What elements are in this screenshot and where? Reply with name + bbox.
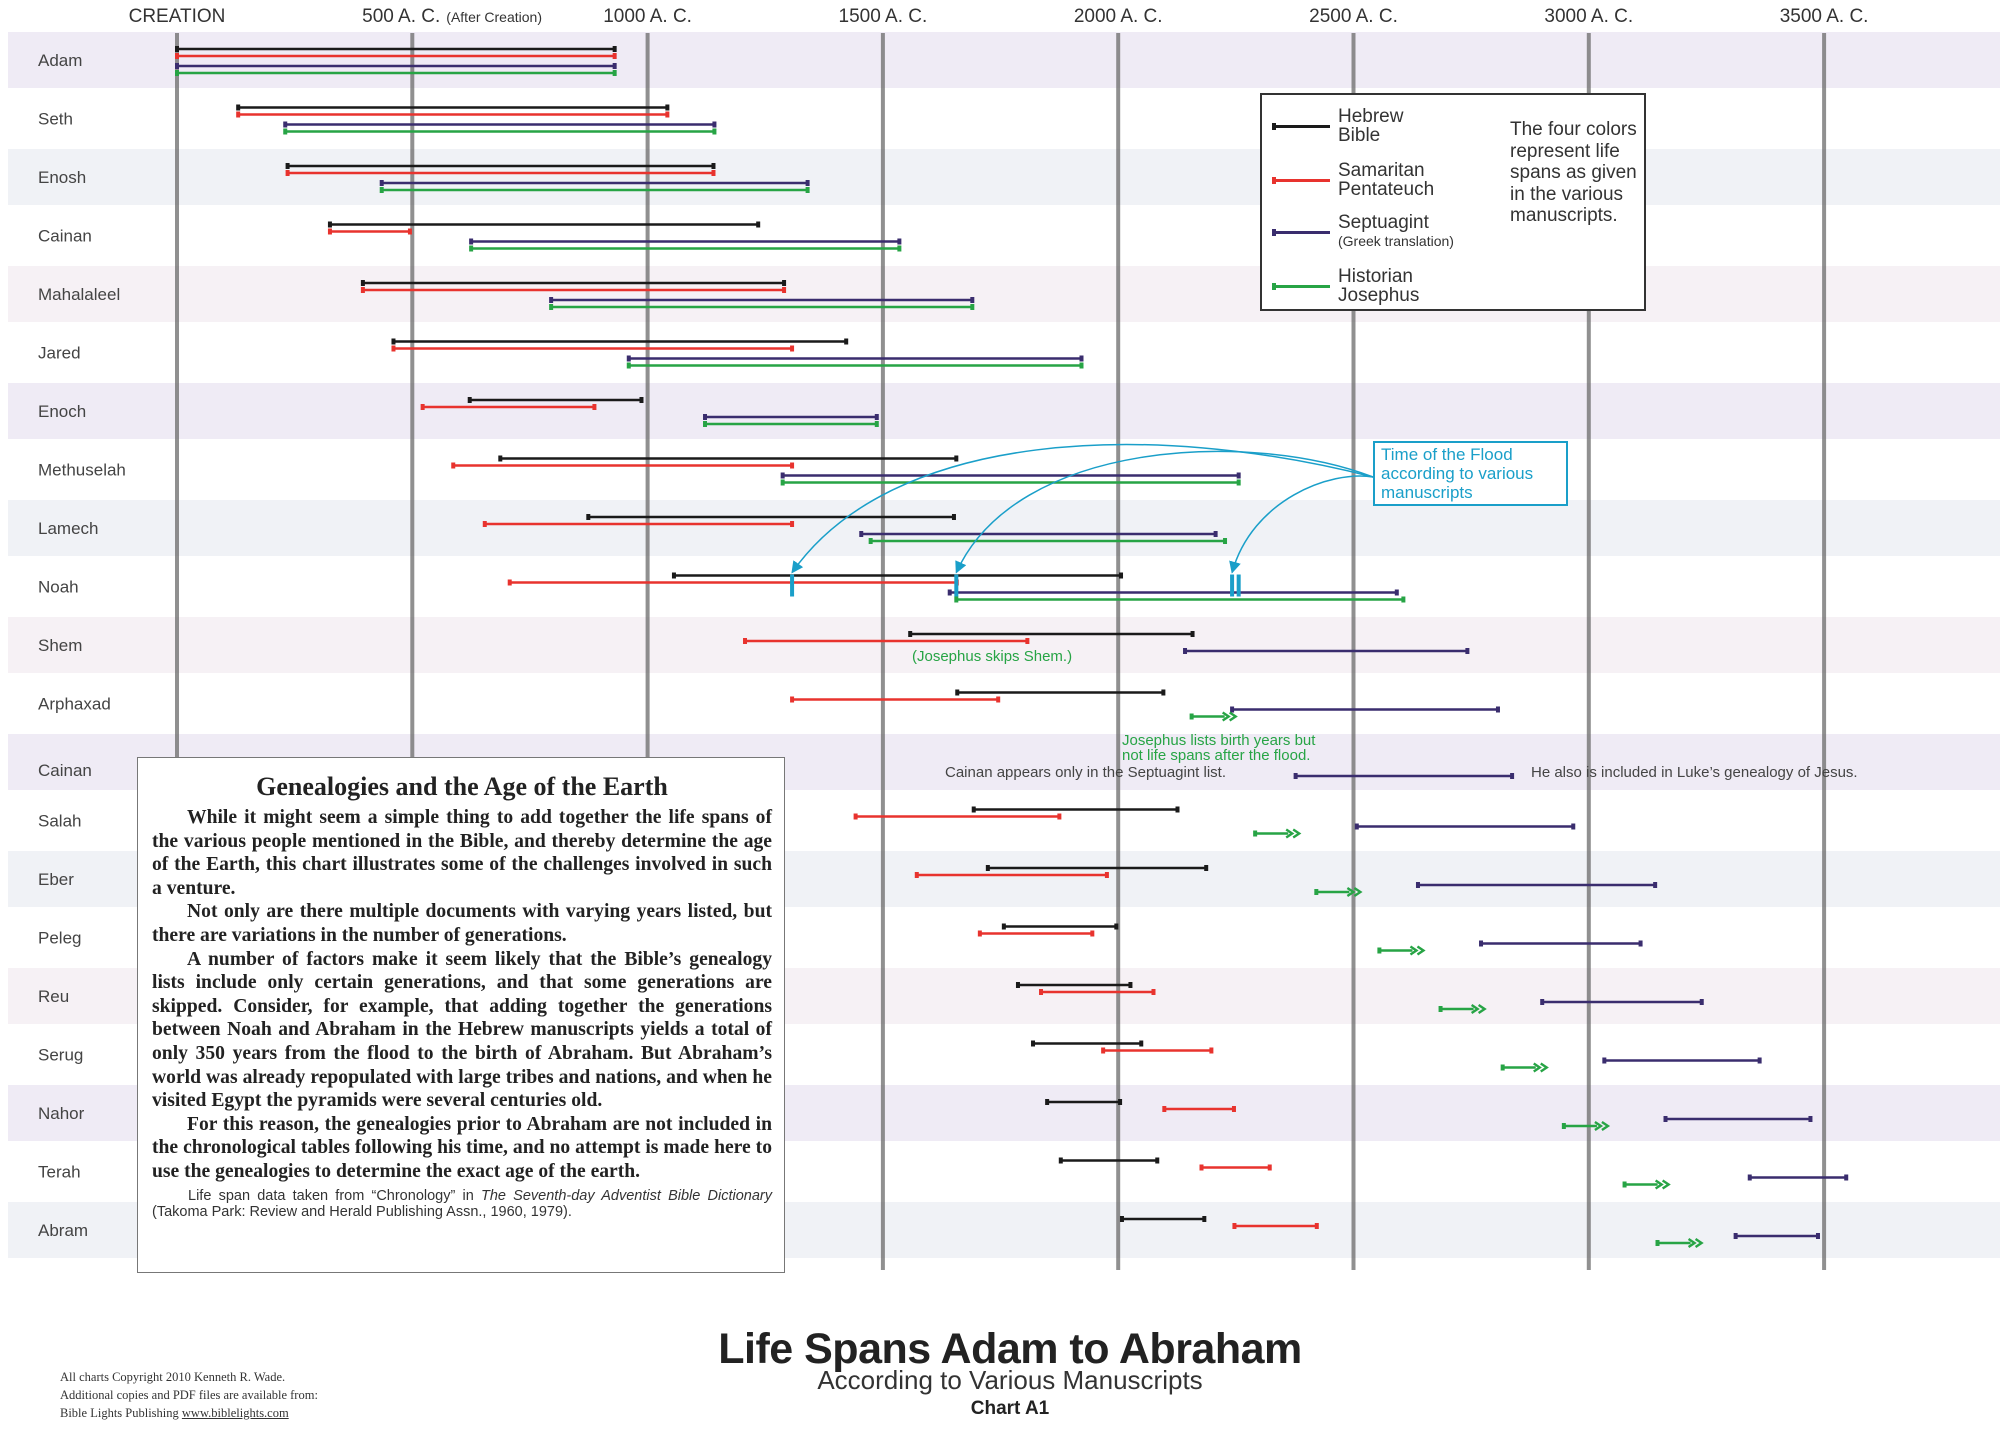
legend-label-josephus: Historian Josephus: [1338, 266, 1420, 306]
bar-start-cap: [286, 170, 290, 176]
bar-start-cap: [1355, 824, 1359, 830]
bar-start-cap: [1664, 1116, 1668, 1122]
bar-end-cap: [1237, 480, 1241, 486]
bar-end-cap: [1844, 1175, 1848, 1181]
bar-start-cap: [703, 414, 707, 420]
legend-item-josephus: [1272, 267, 1488, 305]
bar-end-cap: [613, 53, 617, 59]
legend-label-hebrew: Hebrew Bible: [1338, 106, 1404, 146]
bar-start-cap: [948, 590, 952, 596]
bar-end-cap: [1816, 1233, 1820, 1239]
x-tick-label: 500 A. C.: [362, 6, 441, 27]
bar-start-cap: [361, 287, 365, 293]
bar-start-cap: [236, 105, 240, 111]
legend-note: The four colors represent life spans as given in the various manuscripts.: [1510, 119, 1637, 226]
bar-end-cap: [711, 170, 715, 176]
bar-start-cap: [498, 456, 502, 462]
legend-label-septuagint-main: Septuagint: [1338, 212, 1429, 233]
bar-end-cap: [1639, 941, 1643, 947]
bar-end-cap: [1204, 865, 1208, 871]
row-label: Cainan: [38, 761, 92, 780]
row-label: Serug: [38, 1045, 84, 1065]
bar-start-cap: [1059, 1158, 1063, 1164]
bar-start-cap: [1162, 1106, 1166, 1112]
legend-item-samaritan: [1272, 161, 1488, 199]
bar-end-cap: [782, 280, 786, 286]
bar-start-cap: [1045, 1099, 1049, 1105]
bar-end-cap: [1105, 872, 1109, 878]
textbox-paragraph-3: A number of factors make it seem likely that the Bible’s genealogy lists include only certain generations, and that some generations are skipped. Consider, for example, that adding together the generations between Noah and Abraham in the Hebrew manuscripts yields a total of only 350 years from the flood to the birth of Abraham. But Abraham’s world was already repopulated with large tribes and nations, and when he visited Egypt the pyramids were several centuries old.: [152, 948, 772, 1112]
bar-end-cap: [1268, 1165, 1272, 1171]
bar-end-cap: [1808, 1116, 1812, 1122]
bar-start-cap: [1039, 989, 1043, 995]
bar-end-cap: [1237, 473, 1241, 479]
copyright-block: [60, 1368, 318, 1422]
bar-start-cap: [781, 480, 785, 486]
bar-start-cap: [1232, 1223, 1236, 1229]
bar-end-cap: [756, 222, 760, 228]
bar-end-cap: [665, 105, 669, 111]
bar-end-cap: [613, 63, 617, 69]
bar-end-cap: [592, 404, 596, 410]
bar-end-cap: [613, 70, 617, 76]
x-tick-label: CREATION: [128, 6, 226, 27]
bar-end-cap: [1079, 356, 1083, 362]
bar-start-cap: [421, 404, 425, 410]
bar-end-cap: [970, 304, 974, 310]
row-label: Jared: [38, 343, 81, 363]
bar-end-cap: [408, 229, 412, 235]
bar-start-cap: [1734, 1233, 1738, 1239]
bar-start-cap: [1294, 773, 1298, 779]
bar-end-cap: [996, 697, 1000, 703]
bar-end-cap: [1114, 924, 1118, 930]
bar-end-cap: [1151, 989, 1155, 995]
textbox-heading: Genealogies and the Age of the Earth: [256, 772, 668, 801]
bar-end-cap: [613, 46, 617, 52]
bar-end-cap: [1510, 773, 1514, 779]
bar-start-cap: [1656, 1240, 1660, 1246]
bar-end-cap: [897, 246, 901, 252]
legend-sublabel-septuagint: (Greek translation): [1338, 233, 1454, 249]
row-label: Abram: [38, 1221, 89, 1240]
bar-start-cap: [1190, 714, 1194, 720]
bar-start-cap: [986, 865, 990, 871]
bar-start-cap: [1101, 1048, 1105, 1054]
bar-end-cap: [1653, 882, 1657, 888]
bar-end-cap: [790, 346, 794, 352]
textbox-source: [152, 1188, 772, 1220]
josephus-annotation-line1: Josephus lists birth years but: [1122, 732, 1316, 749]
row-label: Shem: [38, 636, 83, 655]
bar-end-cap: [952, 514, 956, 520]
bar-start-cap: [1199, 1165, 1203, 1171]
bar-start-cap: [469, 239, 473, 245]
source-suffix: (Takoma Park: Review and Herald Publishing Assn., 1960, 1979).: [152, 1203, 572, 1220]
bar-start-cap: [854, 814, 858, 820]
chart-number: Chart A1: [970, 1398, 1050, 1419]
bar-end-cap: [1496, 707, 1500, 713]
bar-start-cap: [1230, 707, 1234, 713]
bar-end-cap: [1119, 573, 1123, 579]
bar-start-cap: [328, 229, 332, 235]
bar-start-cap: [781, 473, 785, 479]
bar-end-cap: [1175, 807, 1179, 813]
bar-start-cap: [361, 280, 365, 286]
bar-start-cap: [468, 397, 472, 403]
legend-item-hebrew: [1272, 107, 1488, 145]
bar-start-cap: [328, 222, 332, 228]
bar-start-cap: [586, 514, 590, 520]
bar-end-cap: [1057, 814, 1061, 820]
bar-start-cap: [549, 297, 553, 303]
row-band: [8, 383, 2000, 439]
bar-end-cap: [1465, 648, 1469, 654]
genealogies-textbox: [137, 757, 785, 1273]
legend-swatch-hebrew: [1272, 125, 1330, 128]
row-label: Mahalaleel: [38, 285, 121, 304]
bar-start-cap: [283, 122, 287, 128]
row-label: Noah: [38, 577, 79, 597]
bar-end-cap: [806, 180, 810, 186]
shem-annotation: (Josephus skips Shem.): [912, 648, 1073, 665]
row-band: [8, 266, 2000, 322]
row-band: [8, 32, 2000, 88]
bar-start-cap: [483, 521, 487, 527]
bar-end-cap: [897, 239, 901, 245]
row-label: Methuselah: [38, 460, 126, 480]
copyright-line-1: All charts Copyright 2010 Kenneth R. Wade.: [60, 1370, 286, 1384]
bar-end-cap: [665, 112, 669, 118]
bar-start-cap: [451, 463, 455, 469]
bar-end-cap: [844, 339, 848, 345]
row-label: Arphaxad: [38, 694, 111, 714]
cainan-annotation: Cainan appears only in the Septuagint list.: [945, 764, 1227, 781]
bar-start-cap: [859, 531, 863, 537]
legend-swatch-josephus: [1272, 285, 1330, 288]
copyright-line-3: [60, 1404, 318, 1422]
bar-end-cap: [1155, 1158, 1159, 1164]
flood-marker: [790, 575, 794, 597]
bar-end-cap: [1315, 1223, 1319, 1229]
website-link[interactable]: www.biblelights.com: [181, 1406, 289, 1420]
bar-start-cap: [672, 573, 676, 579]
josephus-annotation-line2: not life spans after the flood.: [1122, 747, 1311, 764]
bar-end-cap: [1223, 538, 1227, 544]
legend-label-samaritan: Samaritan Pentateuch: [1338, 160, 1435, 200]
row-label: Cainan: [38, 226, 92, 246]
cainan-luke-annotation: He also is included in Luke’s genealogy of Jesus.: [1531, 764, 1858, 781]
bar-end-cap: [1232, 1106, 1236, 1112]
bar-end-cap: [1079, 363, 1083, 369]
row-label: Eber: [38, 870, 74, 889]
bar-start-cap: [283, 129, 287, 135]
bar-start-cap: [627, 363, 631, 369]
bar-start-cap: [703, 421, 707, 427]
bar-end-cap: [875, 414, 879, 420]
publisher-name: Bible Lights Publishing: [60, 1406, 182, 1420]
legend: [1260, 93, 1646, 311]
bar-start-cap: [1253, 831, 1257, 837]
bar-end-cap: [712, 129, 716, 135]
bar-start-cap: [1377, 948, 1381, 954]
bar-end-cap: [639, 397, 643, 403]
bar-start-cap: [1748, 1175, 1752, 1181]
x-tick-label: 1500 A. C.: [838, 6, 928, 27]
bar-end-cap: [712, 122, 716, 128]
bar-start-cap: [978, 931, 982, 937]
legend-swatch-samaritan: [1272, 179, 1330, 182]
bar-start-cap: [908, 631, 912, 637]
bar-start-cap: [175, 70, 179, 76]
bar-start-cap: [1479, 941, 1483, 947]
row-label: Enoch: [38, 402, 87, 421]
row-label: Nahor: [38, 1104, 85, 1123]
bar-start-cap: [508, 580, 512, 586]
bar-start-cap: [1439, 1006, 1443, 1012]
x-tick-label: 3000 A. C.: [1544, 6, 1634, 27]
row-label: Peleg: [38, 928, 82, 948]
row-label: Terah: [38, 1162, 81, 1182]
row-label: Seth: [38, 109, 73, 129]
bar-start-cap: [1416, 882, 1420, 888]
x-tick-label: 2500 A. C.: [1309, 6, 1398, 27]
bar-end-cap: [1700, 999, 1704, 1005]
bar-start-cap: [1002, 924, 1006, 930]
bar-start-cap: [469, 246, 473, 252]
chart-title: Life Spans Adam to Abraham: [718, 1325, 1302, 1373]
bar-end-cap: [1401, 597, 1405, 603]
bar-end-cap: [782, 287, 786, 293]
legend-label-septuagint: [1338, 213, 1488, 251]
bar-end-cap: [1118, 1099, 1122, 1105]
row-band: [8, 149, 2000, 205]
bar-end-cap: [875, 421, 879, 427]
bar-end-cap: [806, 187, 810, 193]
textbox-paragraph-1: While it might seem a simple thing to add together the life spans of the various people mentioned in the Bible, and thereby determine the age of the Earth, this chart illustrates some of the challenges involved in such a venture.: [152, 807, 772, 899]
x-tick-label: 2000 A. C.: [1073, 6, 1163, 27]
x-tick-note: (After Creation): [446, 9, 543, 25]
flood-marker: [1237, 575, 1241, 597]
row-label: Enosh: [38, 168, 87, 187]
bar-start-cap: [1031, 1041, 1035, 1047]
bar-start-cap: [1016, 982, 1020, 988]
bar-start-cap: [972, 807, 976, 813]
bar-start-cap: [790, 697, 794, 703]
bar-end-cap: [1191, 631, 1195, 637]
row-label: Salah: [38, 811, 82, 831]
bar-end-cap: [1139, 1041, 1143, 1047]
flood-marker: [1230, 575, 1234, 597]
legend-swatch-septuagint: [1272, 231, 1330, 234]
bar-start-cap: [627, 356, 631, 362]
bar-end-cap: [1161, 690, 1165, 696]
row-band: [8, 500, 2000, 556]
bar-start-cap: [1540, 999, 1544, 1005]
bar-start-cap: [175, 63, 179, 69]
bar-start-cap: [1623, 1182, 1627, 1188]
bar-start-cap: [1120, 1216, 1124, 1222]
bar-end-cap: [1395, 590, 1399, 596]
bar-start-cap: [743, 638, 747, 644]
bar-start-cap: [380, 180, 384, 186]
bar-start-cap: [380, 187, 384, 193]
flood-marker: [954, 575, 958, 597]
textbox-paragraph-4: For this reason, the genealogies prior to Abraham are not included in the chronological tables following his time, and no attempt is made here to use the genealogies to determine the exact age of the earth.: [152, 1113, 772, 1182]
bar-end-cap: [790, 463, 794, 469]
source-title: The Seventh-day Adventist Bible Dictionary: [481, 1187, 772, 1204]
x-tick-label: 3500 A. C.: [1779, 6, 1869, 27]
bar-start-cap: [391, 346, 395, 352]
bar-start-cap: [954, 597, 958, 603]
bar-end-cap: [1202, 1216, 1206, 1222]
bar-end-cap: [970, 297, 974, 303]
bar-start-cap: [236, 112, 240, 118]
bar-end-cap: [790, 521, 794, 527]
bar-start-cap: [1501, 1065, 1505, 1071]
bar-start-cap: [391, 339, 395, 345]
flood-annotation: Time of the Flood according to various manuscripts: [1373, 441, 1568, 506]
bar-start-cap: [549, 304, 553, 310]
bar-end-cap: [1025, 638, 1029, 644]
bar-end-cap: [1209, 1048, 1213, 1054]
bar-start-cap: [175, 53, 179, 59]
bar-start-cap: [175, 46, 179, 52]
row-label: Adam: [38, 51, 83, 70]
source-prefix: Life span data taken from “Chronology” in: [188, 1187, 481, 1204]
bar-end-cap: [1214, 531, 1218, 537]
bar-end-cap: [954, 456, 958, 462]
bar-end-cap: [1128, 982, 1132, 988]
bar-start-cap: [955, 690, 959, 696]
bar-start-cap: [286, 163, 290, 169]
bar-start-cap: [869, 538, 873, 544]
bar-end-cap: [1571, 824, 1575, 830]
textbox-paragraph-2: Not only are there multiple documents with varying years listed, but there are variations in the number of generations.: [152, 901, 772, 946]
bar-start-cap: [1183, 648, 1187, 654]
bar-start-cap: [1314, 889, 1318, 895]
bar-start-cap: [1562, 1123, 1566, 1129]
legend-item-septuagint: [1272, 213, 1488, 251]
bar-start-cap: [1602, 1058, 1606, 1064]
chart-subtitle: According to Various Manuscripts: [817, 1365, 1203, 1395]
row-label: Reu: [38, 987, 70, 1006]
bar-end-cap: [1758, 1058, 1762, 1064]
bar-end-cap: [1090, 931, 1094, 937]
bar-end-cap: [711, 163, 715, 169]
bar-start-cap: [915, 872, 919, 878]
copyright-line-2: Additional copies and PDF files are available from:: [60, 1388, 318, 1402]
x-tick-label: 1000 A. C.: [603, 6, 692, 27]
row-label: Lamech: [38, 519, 99, 538]
